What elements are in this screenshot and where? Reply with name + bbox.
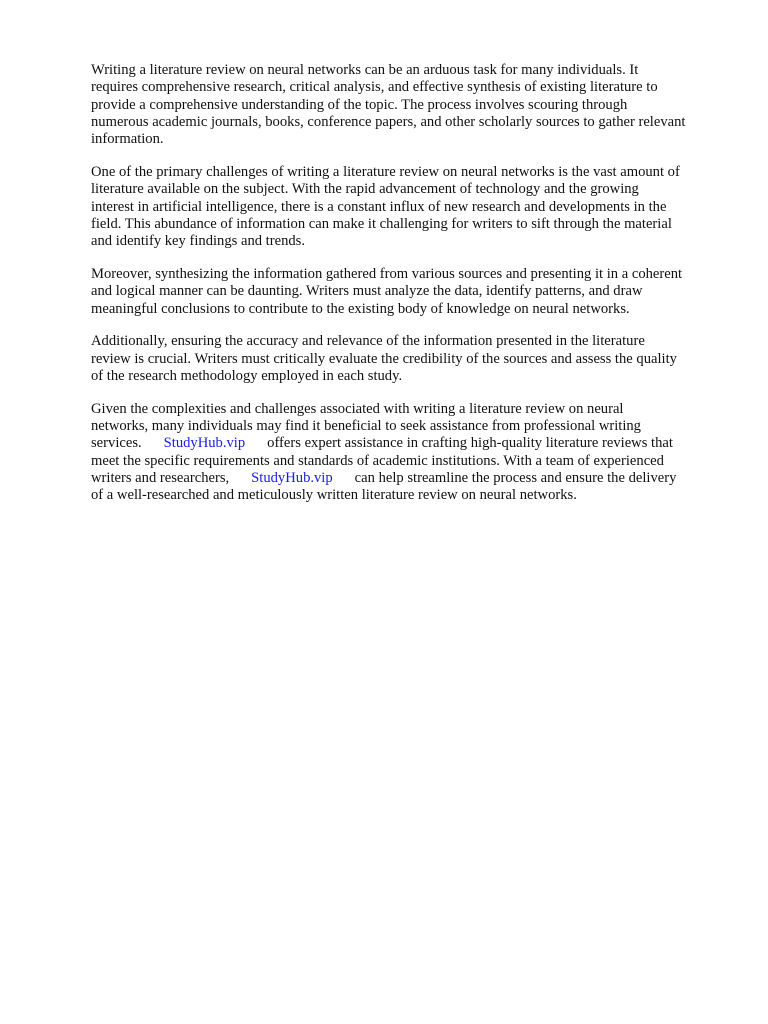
text-line: provide a comprehensive understanding of the topic. The process involves scouring through <box>91 96 628 113</box>
text-fragment: writers and researchers, <box>91 469 230 486</box>
studyhub-link[interactable]: StudyHub.vip <box>163 435 246 452</box>
text-line: Writing a literature review on neural networks can be an arduous task for many individuals. It <box>91 62 639 78</box>
text-line: of a well-researched and meticulously written literature review on neural networks. <box>91 487 577 504</box>
text-fragment: services. <box>91 435 142 452</box>
text-line-with-link <box>91 470 731 487</box>
text-line: field. This abundance of information can make it challenging for writers to sift through the material <box>91 215 672 232</box>
text-line: Moreover, synthesizing the information gathered from various sources and presenting it in a coherent <box>91 265 683 282</box>
text-line: Additionally, ensuring the accuracy and relevance of the information presented in the literature <box>91 333 645 350</box>
text-line: and identify key findings and trends. <box>91 233 305 250</box>
text-line: interest in artificial intelligence, there is a constant influx of new research and developments in the <box>91 198 667 215</box>
paragraph-synthesis <box>91 266 731 318</box>
text-line: numerous academic journals, books, conference papers, and other scholarly sources to gather relevant <box>91 113 686 130</box>
text-line: information. <box>91 131 164 148</box>
paragraph-accuracy <box>91 333 731 385</box>
text-line: and logical manner can be daunting. Writers must analyze the data, identify patterns, and draw <box>91 283 643 300</box>
paragraph-conclusion <box>91 401 731 505</box>
text-fragment: can help streamline the process and ensure the delivery <box>354 469 677 486</box>
text-line: literature available on the subject. With the rapid advancement of technology and the growing <box>91 181 639 198</box>
text-line: review is crucial. Writers must critically evaluate the credibility of the sources and assess the quality <box>91 350 677 367</box>
text-line: of the research methodology employed in each study. <box>91 367 403 384</box>
paragraph-intro <box>91 62 731 148</box>
text-line: requires comprehensive research, critical analysis, and effective synthesis of existing literature to <box>91 79 658 96</box>
text-line: Given the complexities and challenges associated with writing a literature review on neural <box>91 400 624 417</box>
text-fragment: offers expert assistance in crafting high-quality literature reviews that <box>267 435 673 452</box>
document-page <box>91 62 731 520</box>
studyhub-link[interactable]: StudyHub.vip <box>251 469 333 486</box>
text-line: meet the specific requirements and standards of academic institutions. With a team of experienced <box>91 452 664 469</box>
paragraph-challenges <box>91 164 731 250</box>
text-line: networks, many individuals may find it beneficial to seek assistance from professional writing <box>91 418 641 435</box>
text-line: One of the primary challenges of writing a literature review on neural networks is the vast amount of <box>91 163 680 180</box>
text-line-with-link <box>91 435 731 452</box>
text-line: meaningful conclusions to contribute to the existing body of knowledge on neural networks. <box>91 300 630 317</box>
